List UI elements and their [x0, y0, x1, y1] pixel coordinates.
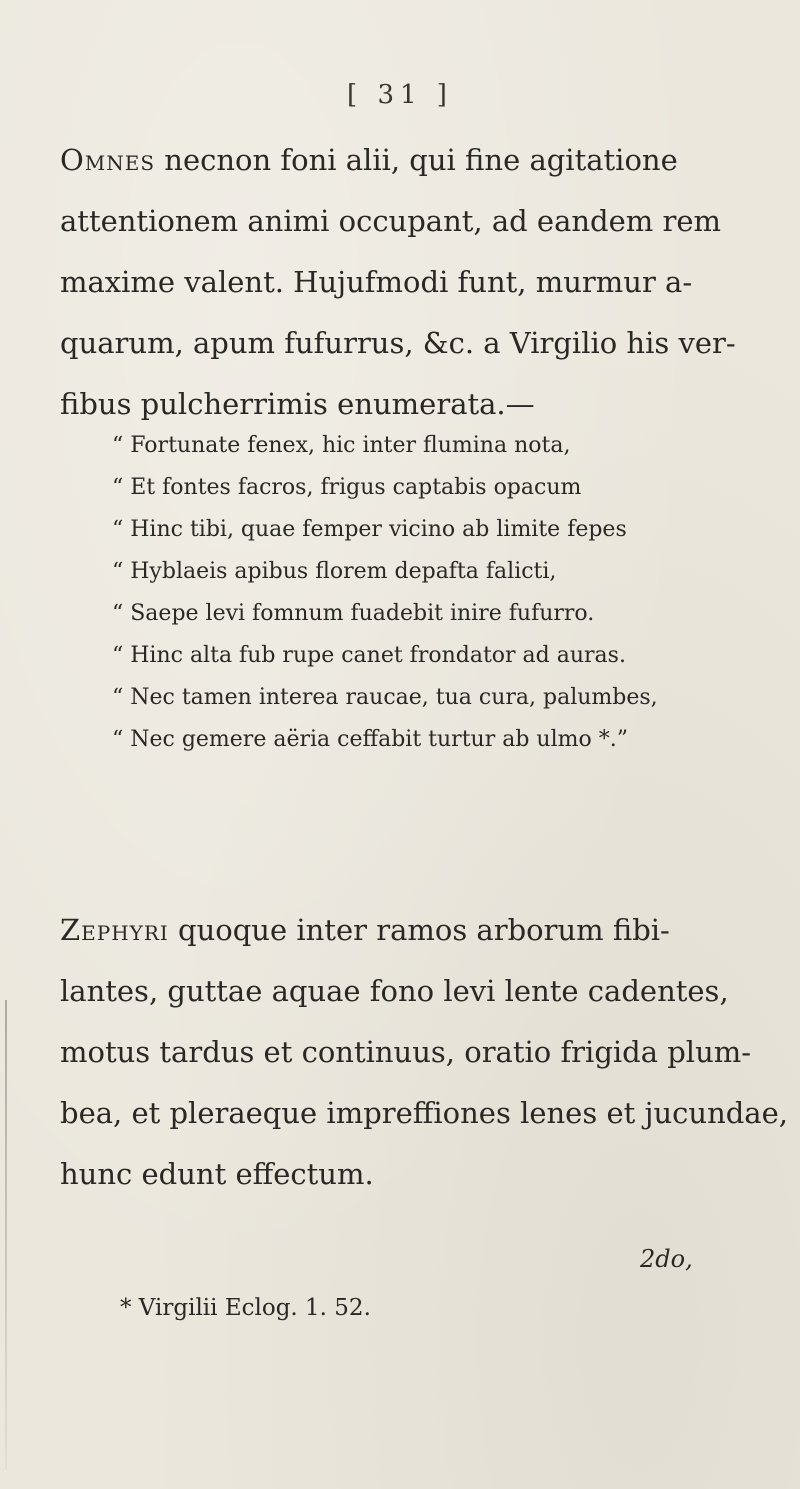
virgil-quotation [112, 425, 732, 761]
page-number: [ 31 ] [347, 80, 453, 110]
text-line: Omnes necnon foni alii, qui fine agitatione [60, 143, 678, 177]
lead-word: Zephyri [60, 913, 169, 947]
text-line: maxime valent. Hujufmodi funt, murmur a- [60, 265, 693, 299]
footnote: * Virgilii Eclog. 1. 52. [120, 1295, 371, 1321]
text-line: lantes, guttae aquae fono levi lente cadentes, [60, 974, 729, 1008]
paragraph-omnes [60, 130, 760, 435]
text-line: Zephyri quoque inter ramos arborum fibi- [60, 913, 670, 947]
lead-word: Omnes [60, 143, 156, 177]
verse-line: “ Fortunate fenex, hic inter flumina nota, [112, 433, 571, 458]
verse-line: “ Nec gemere aëria ceffabit turtur ab ulmo *.” [112, 727, 628, 752]
verse-line: “ Saepe levi fomnum fuadebit inire fufurro. [112, 601, 595, 626]
verse-line: “ Hinc alta fub rupe canet frondator ad auras. [112, 643, 626, 668]
text-line: hunc edunt effectum. [60, 1157, 374, 1191]
paragraph-zephyri [60, 900, 788, 1205]
catchword: 2do, [640, 1245, 693, 1273]
verse-line: “ Et fontes facros, frigus captabis opacum [112, 475, 582, 500]
verse-line: “ Nec tamen interea raucae, tua cura, palumbes, [112, 685, 658, 710]
verse-line: “ Hyblaeis apibus florem depafta falicti, [112, 559, 557, 584]
text-line: quarum, apum fufurrus, &c. a Virgilio his ver- [60, 326, 736, 360]
text-line: attentionem animi occupant, ad eandem rem [60, 204, 722, 238]
verse-line: “ Hinc tibi, quae femper vicino ab limite fepes [112, 517, 627, 542]
text-line: bea, et pleraeque impreffiones lenes et jucundae, [60, 1096, 788, 1130]
binding-shadow [5, 1000, 7, 1470]
text-line: fibus pulcherrimis enumerata.— [60, 387, 535, 421]
text-line: motus tardus et continuus, oratio frigida plum- [60, 1035, 752, 1069]
